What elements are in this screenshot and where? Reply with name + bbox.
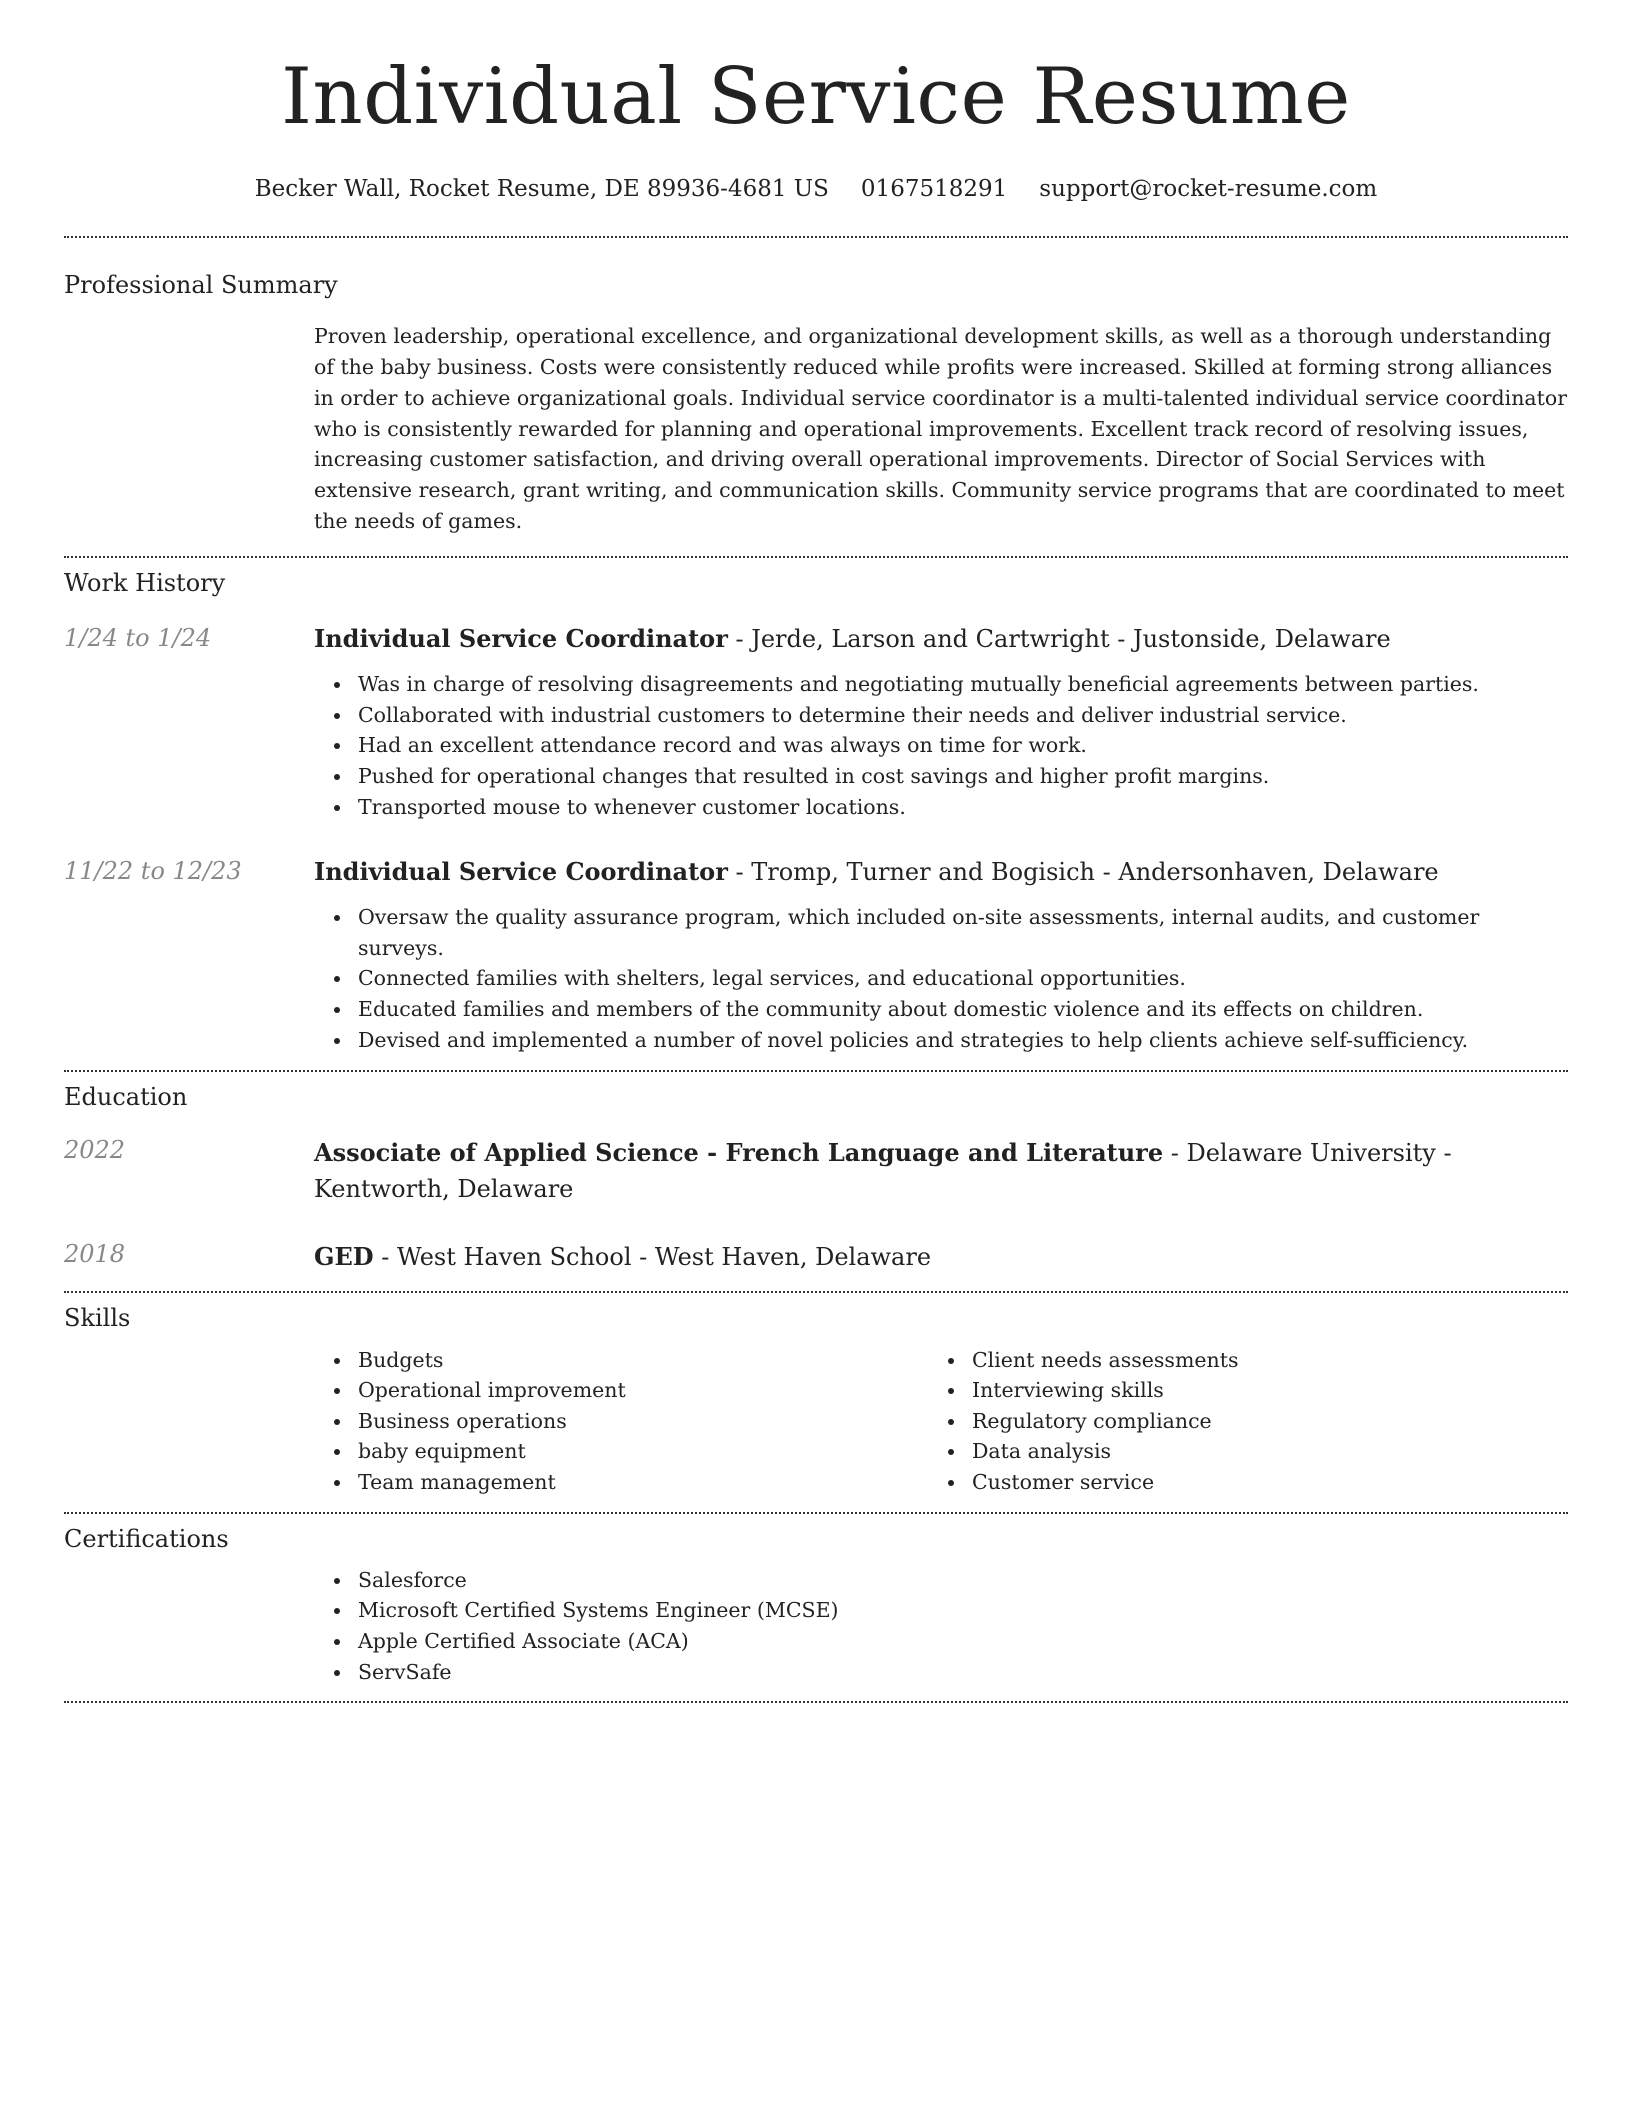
certifications-divider: [64, 1701, 1568, 1703]
list-item: Team management: [314, 1467, 928, 1498]
skills-section: [64, 1303, 1568, 1497]
skills-list-left: [314, 1345, 928, 1498]
job-bullets: [314, 669, 1568, 822]
job-entry: [64, 623, 1568, 822]
list-item: Client needs assessments: [928, 1345, 1542, 1376]
education-school: Delaware University - Kentworth, Delaware: [314, 1139, 1452, 1204]
job-employer: Jerde, Larson and Cartwright - Justonside, Delaware: [751, 624, 1391, 653]
header-divider: [64, 236, 1568, 238]
contact-phone: 0167518291: [860, 176, 1008, 202]
list-item: baby equipment: [314, 1436, 928, 1467]
list-item: Educated families and members of the community about domestic violence and its effects on children.: [314, 994, 1568, 1025]
education-heading: Education: [64, 1083, 188, 1112]
list-item: Had an excellent attendance record and was always on time for work.: [314, 730, 1568, 761]
list-item: Budgets: [314, 1345, 928, 1376]
job-entry: [64, 856, 1568, 1055]
contact-line: [64, 176, 1568, 202]
resume-page: [64, 0, 1568, 2112]
education-section: [64, 1082, 1568, 1275]
education-heading-line: Associate of Applied Science - French Language and Literature - Delaware University - Kentworth, Delaware: [314, 1138, 1452, 1204]
list-item: Salesforce: [314, 1565, 1568, 1596]
job-bullets: [314, 902, 1568, 1055]
list-item: Regulatory compliance: [928, 1406, 1542, 1437]
list-item: Operational improvement: [314, 1375, 928, 1406]
job-role: Individual Service Coordinator: [314, 623, 728, 653]
list-item: Connected families with shelters, legal services, and educational opportunities.: [314, 963, 1568, 994]
summary-text: Proven leadership, operational excellence, and organizational development skills, as well as a thorough understanding of the baby business. Costs were consistently reduced while profits were increased. Skilled at forming strong alliances in order to achieve organizational goals. Individual service coordinator is a multi-talented individual service coordinator who is consistently rewarded for planning and operational improvements. Excellent track record of resolving issues, increasing customer satisfaction, and driving overall operational improvements. Director of Social Services with extensive research, grant writing, and communication skills. Community service programs that are coordinated to meet the needs of games.: [314, 324, 1568, 533]
skills-columns: [314, 1345, 1568, 1498]
education-school: West Haven School - West Haven, Delaware: [396, 1243, 932, 1272]
job-employer: Tromp, Turner and Bogisich - Andersonhaven, Delaware: [751, 858, 1439, 887]
work-divider: [64, 1070, 1568, 1072]
education-entry: [64, 1135, 1568, 1207]
list-item: Customer service: [928, 1467, 1542, 1498]
contact-address: Becker Wall, Rocket Resume, DE 89936-4681 US: [254, 176, 829, 202]
education-divider: [64, 1291, 1568, 1293]
certifications-heading: Certifications: [64, 1524, 229, 1553]
list-item: Collaborated with industrial customers to determine their needs and deliver industrial service.: [314, 700, 1568, 731]
summary-heading: Professional Summary: [64, 271, 338, 299]
list-item: Data analysis: [928, 1436, 1542, 1467]
list-item: Pushed for operational changes that resulted in cost savings and higher profit margins.: [314, 761, 1568, 792]
summary-section: [64, 270, 1568, 537]
job-dates: 1/24 to 1/24: [64, 623, 212, 652]
list-item: Microsoft Certified Systems Engineer (MCSE): [314, 1595, 1568, 1626]
job-role: Individual Service Coordinator: [314, 857, 728, 887]
list-item: Devised and implemented a number of novel policies and strategies to help clients achieve self-sufficiency.: [314, 1025, 1568, 1056]
job-dates: 11/22 to 12/23: [64, 857, 242, 886]
list-item: Was in charge of resolving disagreements and negotiating mutually beneficial agreements between parties.: [314, 669, 1568, 700]
list-item: ServSafe: [314, 1657, 1568, 1688]
resume-header: [64, 0, 1568, 238]
contact-email[interactable]: support@rocket-resume.com: [1039, 176, 1378, 202]
list-item: Transported mouse to whenever customer locations.: [314, 792, 1568, 823]
education-degree: GED: [314, 1242, 374, 1272]
list-item: Apple Certified Associate (ACA): [314, 1626, 1568, 1657]
skills-list-right: [928, 1345, 1542, 1498]
education-degree: Associate of Applied Science - French Language and Literature: [314, 1138, 1164, 1168]
education-heading-line: GED - West Haven School - West Haven, Delaware: [314, 1242, 932, 1272]
education-entry: [64, 1239, 1568, 1275]
work-section: [64, 568, 1568, 1056]
job-heading: Individual Service Coordinator - Jerde, Larson and Cartwright - Justonside, Delaware: [314, 623, 1391, 653]
job-heading: Individual Service Coordinator - Tromp, Turner and Bogisich - Andersonhaven, Delaware: [314, 857, 1439, 887]
list-item: Oversaw the quality assurance program, which included on-site assessments, internal audits, and customer surveys.: [314, 902, 1568, 963]
certifications-list: [314, 1565, 1568, 1687]
list-item: Business operations: [314, 1406, 928, 1437]
work-heading: Work History: [64, 568, 226, 597]
education-year: 2022: [64, 1136, 126, 1165]
summary-divider: [64, 556, 1568, 558]
skills-divider: [64, 1512, 1568, 1514]
resume-title: Individual Service Resume: [281, 52, 1351, 142]
certifications-section: [64, 1524, 1568, 1688]
education-year: 2018: [64, 1240, 126, 1269]
list-item: Interviewing skills: [928, 1375, 1542, 1406]
skills-heading: Skills: [64, 1304, 131, 1333]
